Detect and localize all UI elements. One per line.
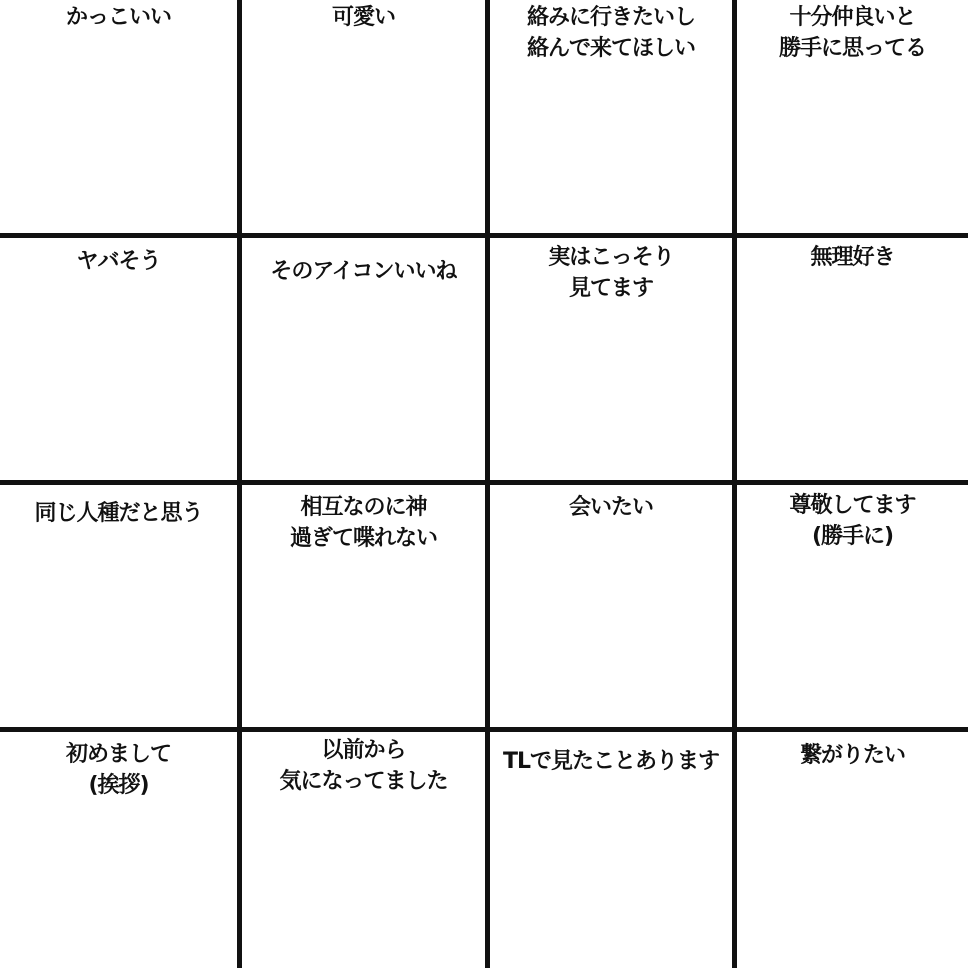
grid-cell [242, 0, 485, 233]
grid-cell [0, 0, 237, 233]
grid-cell [490, 0, 732, 233]
grid-divider-horizontal [0, 727, 968, 732]
cell-text-line1: 絡みに行きたいし [526, 5, 695, 30]
cell-text-line1: かっこいい [65, 5, 171, 30]
cell-text-line1: 十分仲良いと [789, 5, 916, 30]
cell-text-line1: 可愛い [331, 5, 395, 30]
cell-text-line2: (挨拶) [88, 773, 149, 798]
grid-cell [242, 490, 485, 727]
cell-text-line2: 気になってました [279, 769, 448, 794]
cell-text-line1: 会いたい [568, 495, 653, 520]
grid-cell [490, 240, 732, 480]
cell-text-line1: 実はこっそり [548, 245, 674, 270]
cell-text-line2: (勝手に) [811, 524, 894, 549]
grid-cell [242, 733, 485, 968]
cell-text-line1: そのアイコンいいね [270, 259, 457, 284]
grid-cell [490, 490, 732, 727]
cell-text-line1: 初めまして [65, 742, 171, 767]
grid-cell [737, 240, 968, 480]
cell-text-line1: 無理好き [810, 245, 895, 270]
grid-cell [0, 737, 237, 968]
cell-text-line2: 勝手に思ってる [778, 36, 926, 61]
cell-text-line1: 相互なのに神 [300, 495, 427, 520]
grid-cell [0, 496, 237, 727]
cell-text-line1: 繋がりたい [799, 743, 905, 768]
grid-divider-horizontal [0, 480, 968, 485]
grid-cell [737, 738, 968, 968]
grid-divider-horizontal [0, 233, 968, 238]
grid-cell [488, 744, 734, 968]
cell-text-line2: 見てます [568, 276, 653, 301]
cell-text-line1: ヤバそう [76, 249, 161, 274]
cell-text-line2: 過ぎて喋れない [289, 526, 437, 551]
cell-text-line1: 同じ人種だと思う [34, 501, 203, 526]
grid-cell [0, 244, 237, 480]
grid-cell [737, 0, 968, 233]
cell-text-line2: 絡んで来てほしい [526, 36, 695, 61]
cell-text-line1: 以前から [321, 738, 406, 763]
grid-cell [737, 488, 968, 727]
cell-text-line1: TLで見たことあります [502, 749, 720, 774]
grid-cell [242, 254, 485, 480]
cell-text-line1: 尊敬してます [789, 493, 916, 518]
